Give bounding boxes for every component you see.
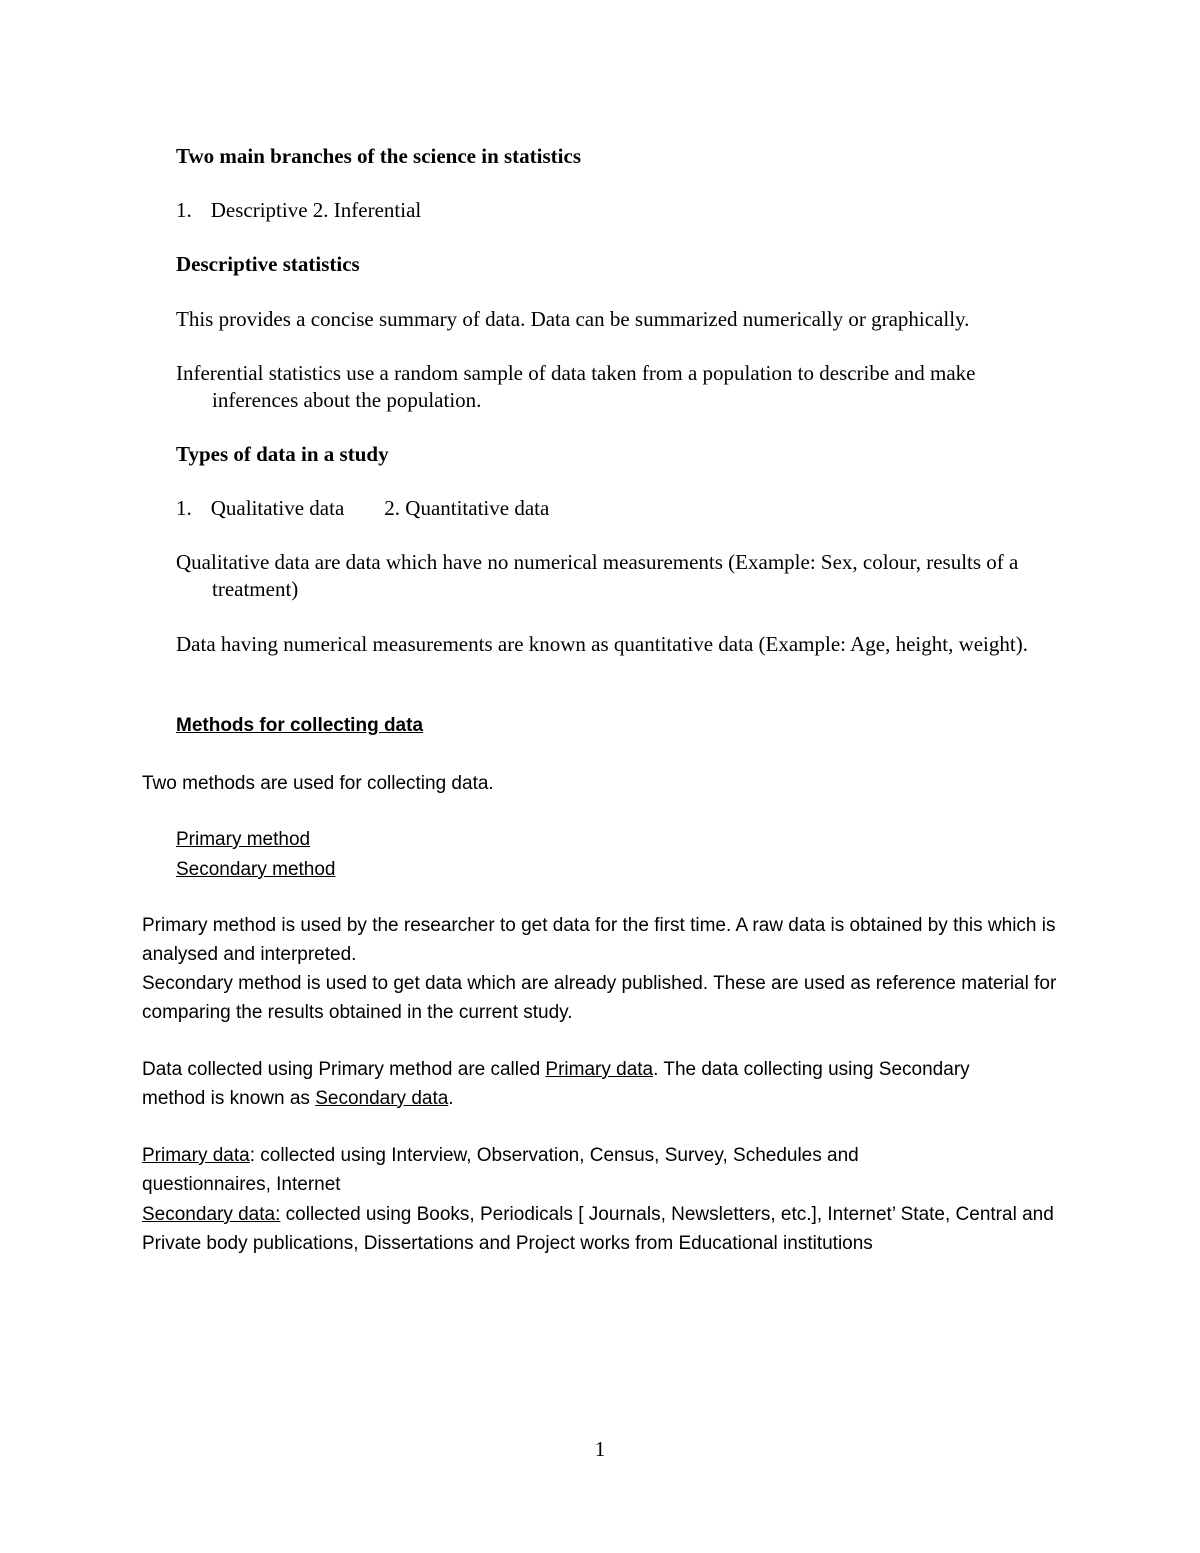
- paragraph-inferential: Inferential statistics use a random sample of data taken from a population to describe and make inferences about the population.: [176, 361, 976, 412]
- primary-data-label: Primary data: [142, 1145, 250, 1166]
- paragraph-qualitative: Qualitative data are data which have no numerical measurements (Example: Sex, colour, results of a treatment): [176, 550, 1019, 601]
- types-item-quantitative: Quantitative data: [405, 496, 550, 520]
- branches-number-2: 2.: [312, 198, 329, 222]
- collected-text-1: Data collected using Primary method are called: [142, 1059, 546, 1080]
- page-number: 1: [594, 1437, 606, 1461]
- collected-text-2: . The data collecting using Secondary method is known as: [142, 1059, 970, 1109]
- primary-data-term: Primary data: [545, 1059, 654, 1080]
- branches-item-descriptive: Descriptive: [210, 198, 308, 222]
- paragraph-primary-method: Primary method is used by the researcher to get data for the first time. A raw data is obtained by this which is analysed and interpreted.: [142, 915, 1056, 965]
- types-number-1: 1.: [176, 496, 192, 520]
- types-item-qualitative: Qualitative data: [210, 496, 345, 520]
- collected-text-3: .: [448, 1087, 454, 1109]
- heading-descriptive: Descriptive statistics: [176, 252, 360, 276]
- secondary-data-text: collected using Books, Periodicals [ Journals, Newsletters, etc.], Internet’ State, Central and Private body publications, Dissertations and Project works from Educational institutions: [142, 1204, 1054, 1254]
- paragraph-secondary-method: Secondary method is used to get data which are already published. These are used as reference material for comparing the results obtained in the current study.: [142, 973, 1057, 1023]
- paragraph-secondary-data: [142, 1201, 1062, 1258]
- branches-number-1: 1.: [176, 198, 192, 222]
- heading-types: Types of data in a study: [176, 442, 389, 466]
- primary-data-text: : collected using Interview, Observation, Census, Survey, Schedules and questionnaires, Internet: [142, 1145, 859, 1195]
- paragraph-quantitative: Data having numerical measurements are known as quantitative data (Example: Age, height, weight).: [176, 632, 1028, 656]
- secondary-data-label: Secondary data:: [142, 1204, 281, 1225]
- method-secondary: Secondary method: [176, 859, 336, 880]
- methods-intro: Two methods are used for collecting data.: [142, 773, 494, 794]
- branches-item-inferential: Inferential: [333, 198, 422, 222]
- paragraph-collected: [142, 1056, 992, 1113]
- secondary-data-term: Secondary data: [315, 1087, 449, 1109]
- branches-list: [176, 197, 421, 224]
- paragraph-primary-data: [142, 1142, 972, 1199]
- paragraph-descriptive: This provides a concise summary of data. Data can be summarized numerically or graphically.: [176, 307, 970, 331]
- heading-branches: Two main branches of the science in statistics: [176, 144, 581, 168]
- method-primary: Primary method: [176, 829, 311, 850]
- types-list: [176, 495, 549, 522]
- types-number-2: 2.: [384, 496, 401, 520]
- heading-methods: Methods for collecting data: [176, 715, 424, 736]
